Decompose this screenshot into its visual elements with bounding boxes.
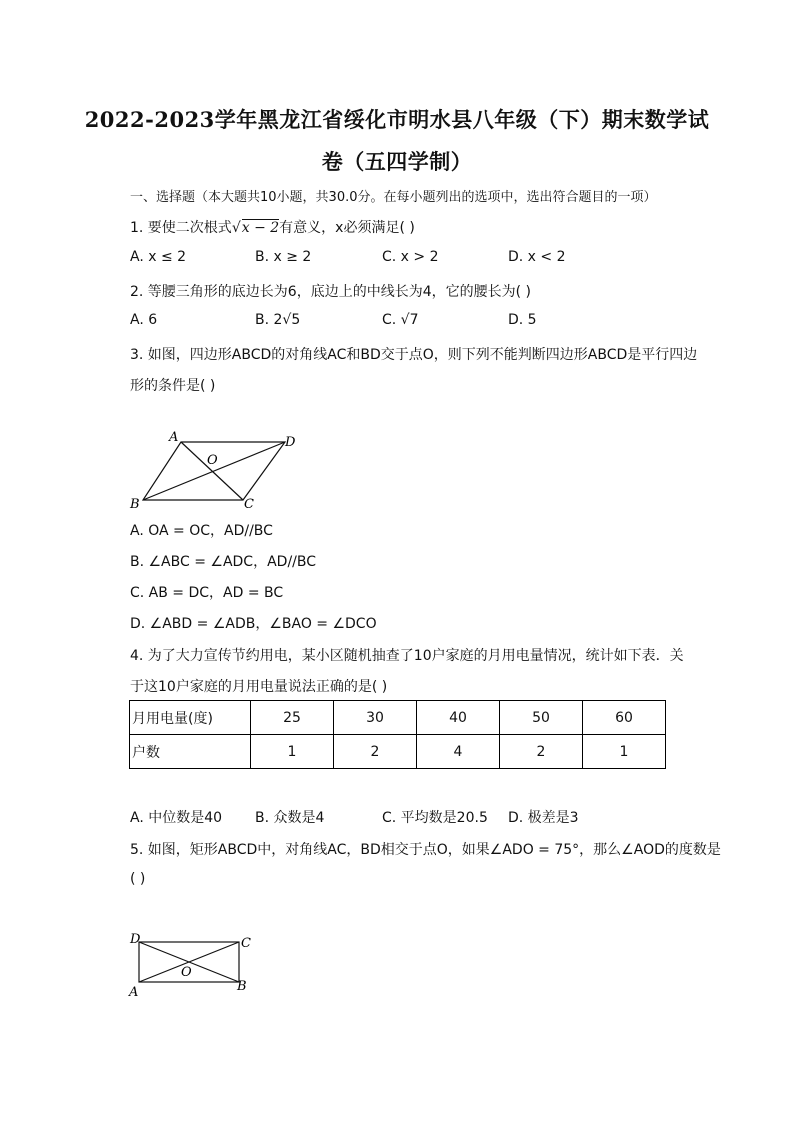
table-cell: 户数 <box>130 735 251 769</box>
q3-option-b: B. ∠ABC = ∠ADC，AD//BC <box>130 554 317 570</box>
question-1 <box>130 217 415 237</box>
q2-option-b: B. 2√5 <box>255 312 301 328</box>
diagonal-ac <box>181 442 243 500</box>
parallelogram-figure <box>125 428 305 518</box>
q2-option-d: D. 5 <box>508 312 537 328</box>
question-3-line1: 3. 如图，四边形ABCD的对角线AC和BD交于点O，则下列不能判断四边形ABCD是平行四边 <box>130 347 698 363</box>
question-1-prefix: 1. 要使二次根式 <box>130 220 232 236</box>
question-4-line1: 4. 为了大力宣传节约用电，某小区随机抽查了10户家庭的月用电量情况，统计如下表．关 <box>130 648 684 664</box>
q3-option-c: C. AB = DC，AD = BC <box>130 585 284 601</box>
q4-option-a: A. 中位数是40 <box>130 810 223 826</box>
q4-option-b: B. 众数是4 <box>255 810 325 826</box>
table-cell: 50 <box>500 701 583 735</box>
q2-option-a: A. 6 <box>130 312 158 328</box>
label-b: B <box>237 979 247 994</box>
label-o: O <box>207 453 218 468</box>
exam-title-line1: 2022-2023学年黑龙江省绥化市明水县八年级（下）期末数学试 <box>84 107 710 132</box>
exam-title-line2: 卷（五四学制） <box>321 149 473 174</box>
table-row <box>130 735 666 769</box>
q3-option-d: D. ∠ABD = ∠ADB，∠BAO = ∠DCO <box>130 616 377 632</box>
table-cell: 40 <box>417 701 500 735</box>
table-cell: 1 <box>251 735 334 769</box>
label-d: D <box>285 435 296 450</box>
label-a: A <box>169 430 179 445</box>
electricity-table <box>129 700 666 769</box>
q4-option-d: D. 极差是3 <box>508 810 579 826</box>
label-c: C <box>241 936 251 951</box>
rectangle-figure <box>125 930 265 1000</box>
question-5-line2: ( ) <box>130 871 146 887</box>
label-o: O <box>181 965 192 980</box>
question-3-line2: 形的条件是( ) <box>130 378 216 394</box>
q1-option-b: B. x ≥ 2 <box>255 249 312 265</box>
table-cell: 月用电量(度) <box>130 701 251 735</box>
question-1-suffix: 有意义，x必须满足( ) <box>279 220 415 236</box>
section-heading: 一、选择题（本大题共10小题，共30.0分。在每小题列出的选项中，选出符合题目的一项） <box>130 190 657 205</box>
table-cell: 4 <box>417 735 500 769</box>
table-cell: 25 <box>251 701 334 735</box>
q1-option-d: D. x < 2 <box>508 249 566 265</box>
table-cell: 1 <box>583 735 666 769</box>
question-5-line1: 5. 如图，矩形ABCD中，对角线AC，BD相交于点O，如果∠ADO = 75°，那么∠AOD的度数是 <box>130 842 721 858</box>
question-4-line2: 于这10户家庭的月用电量说法正确的是( ) <box>130 679 388 695</box>
question-1-radicand: x − 2 <box>241 220 280 236</box>
table-row <box>130 701 666 735</box>
label-b: B <box>130 497 140 512</box>
table-cell: 2 <box>500 735 583 769</box>
q3-option-a: A. OA = OC，AD//BC <box>130 523 273 539</box>
question-2: 2. 等腰三角形的底边长为6，底边上的中线长为4，它的腰长为( ) <box>130 284 531 300</box>
table-cell: 30 <box>334 701 417 735</box>
label-c: C <box>244 497 254 512</box>
q1-option-a: A. x ≤ 2 <box>130 249 187 265</box>
radical-sign-icon: √ <box>231 220 241 236</box>
label-d: D <box>130 932 141 947</box>
label-a: A <box>129 985 139 1000</box>
table-cell: 60 <box>583 701 666 735</box>
q4-option-c: C. 平均数是20.5 <box>382 810 488 826</box>
table-cell: 2 <box>334 735 417 769</box>
q2-option-c: C. √7 <box>382 312 419 328</box>
q1-option-c: C. x > 2 <box>382 249 439 265</box>
